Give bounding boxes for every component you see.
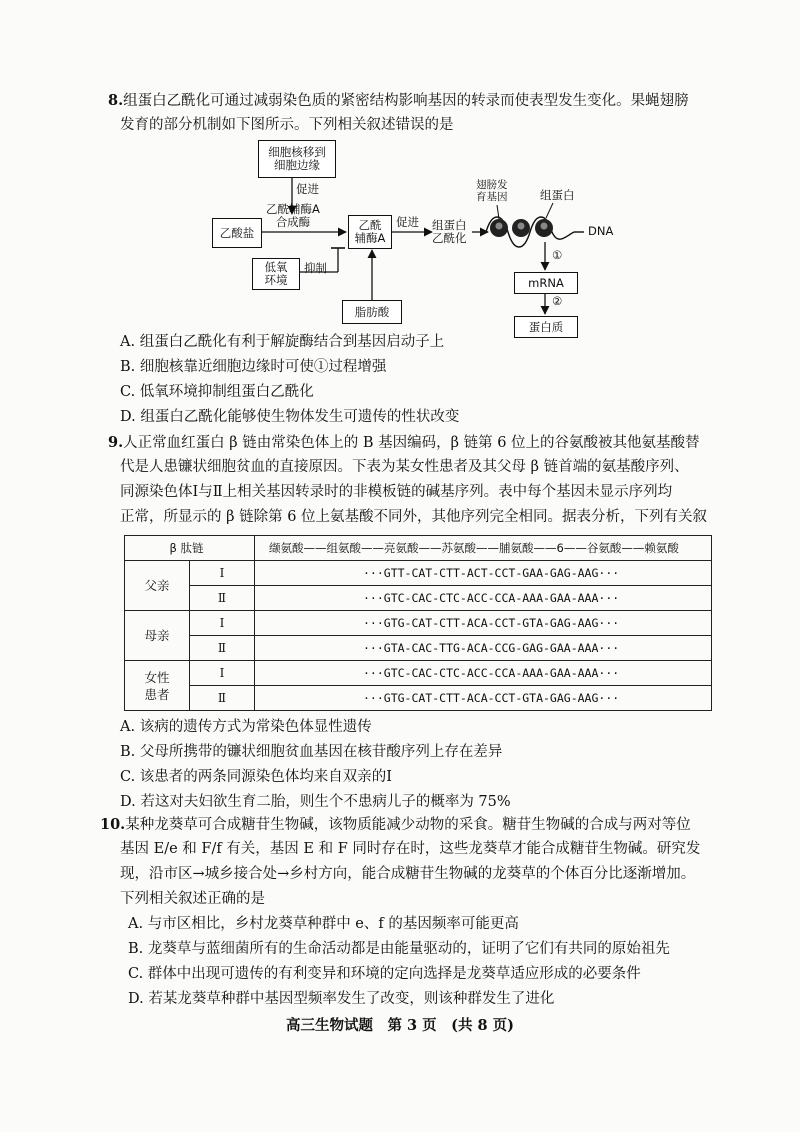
label-promote-1: 促进 bbox=[296, 182, 319, 196]
table-row bbox=[125, 611, 712, 636]
chrom-label: Ⅰ bbox=[190, 661, 255, 686]
table-row bbox=[125, 636, 712, 661]
q10-stem-line2: 基因 E/e 和 F/f 有关，基因 E 和 F 同时存在时，这些龙葵草才能合成糖苷生物碱。研究发 bbox=[120, 841, 701, 857]
chrom-label: Ⅱ bbox=[190, 686, 255, 711]
q9-option-c: C. 该患者的两条同源染色体均来自双亲的Ⅰ bbox=[120, 769, 393, 785]
pointer-histone bbox=[546, 203, 553, 218]
box-protein: 蛋白质 bbox=[514, 316, 578, 338]
q9-stem-line1 bbox=[108, 430, 700, 456]
sequence-cell: ···GTA-CAC-TTG-ACA-CCG-GAG-GAA-AAA··· bbox=[255, 636, 712, 661]
box-acetate: 乙酸盐 bbox=[212, 218, 262, 248]
chrom-label: Ⅱ bbox=[190, 636, 255, 661]
q8-option-d: D. 组蛋白乙酰化能够使生物体发生可遗传的性状改变 bbox=[120, 409, 460, 425]
box-acetylcoa: 乙酰 辅酶A bbox=[348, 215, 392, 249]
q10-stem-text1: 某种龙葵草可合成糖苷生物碱，该物质能减少动物的采食。糖苷生物碱的合成与两对等位 bbox=[125, 817, 691, 833]
box-hypoxia: 低氧 环境 bbox=[252, 258, 300, 290]
q9-option-b: B. 父母所携带的镰状细胞贫血基因在核苷酸序列上存在差异 bbox=[120, 744, 503, 760]
q8-option-b: B. 细胞核靠近细胞边缘时可使①过程增强 bbox=[120, 359, 387, 375]
label-acetyl-synthase: 乙酰辅酶A 合成酶 bbox=[266, 202, 320, 229]
box-fatty-acid: 脂肪酸 bbox=[342, 300, 402, 324]
q9-stem-text1: 人正常血红蛋白 β 链由常染色体上的 B 基因编码，β 链第 6 位上的谷氨酸被其他氨基酸替 bbox=[123, 435, 700, 451]
q9-option-d: D. 若这对夫妇欲生育二胎，则生个不患病儿子的概率为 75% bbox=[120, 794, 511, 810]
label-dna: DNA bbox=[588, 224, 614, 238]
sequence-cell: ···GTC-CAC-CTC-ACC-CCA-AAA-GAA-AAA··· bbox=[255, 586, 712, 611]
label-inhibit: 抑制 bbox=[304, 261, 327, 275]
table-row bbox=[125, 661, 712, 686]
page-footer: 高三生物试题 第 3 页 (共 8 页) bbox=[285, 1017, 515, 1034]
label-promote-2: 促进 bbox=[396, 215, 419, 229]
q10-option-d: D. 若某龙葵草种群中基因型频率发生了改变，则该种群发生了进化 bbox=[128, 991, 555, 1007]
q9-number: 9. bbox=[108, 434, 124, 451]
q8-number: 8. bbox=[108, 92, 124, 109]
q8-option-c: C. 低氧环境抑制组蛋白乙酰化 bbox=[120, 384, 314, 400]
q10-stem-line1 bbox=[100, 812, 691, 838]
chrom-label: Ⅱ bbox=[190, 586, 255, 611]
diagram-arrows bbox=[0, 0, 800, 340]
q10-option-a: A. 与市区相比，乡村龙葵草种群中 e、f 的基因频率可能更高 bbox=[128, 916, 519, 932]
table-row bbox=[125, 586, 712, 611]
q9-stem-line4: 正常，所显示的 β 链除第 6 位上氨基酸不同外，其他序列完全相同。据表分析，下列有关叙 bbox=[120, 509, 708, 525]
q10-option-c: C. 群体中出现可遗传的有利变异和环境的定向选择是龙葵草适应形成的必要条件 bbox=[128, 966, 641, 982]
person-father: 父亲 bbox=[125, 561, 190, 611]
sequence-cell: ···GTG-CAT-CTT-ACA-CCT-GTA-GAG-AAG··· bbox=[255, 686, 712, 711]
q9-gene-table bbox=[124, 535, 712, 711]
person-mother: 母亲 bbox=[125, 611, 190, 661]
label-histone: 组蛋白 bbox=[540, 188, 575, 202]
table-row bbox=[125, 561, 712, 586]
chrom-label: Ⅰ bbox=[190, 561, 255, 586]
label-wing-gene: 翅膀发 育基因 bbox=[476, 179, 508, 203]
header-amino-seq: 缬氨酸——组氨酸——亮氨酸——苏氨酸——脯氨酸——6——谷氨酸——赖氨酸 bbox=[255, 536, 712, 561]
q10-stem-line4: 下列相关叙述正确的是 bbox=[120, 891, 265, 907]
sequence-cell: ···GTC-CAC-CTC-ACC-CCA-AAA-GAA-AAA··· bbox=[255, 661, 712, 686]
q10-stem-line3: 现，沿市区→城乡接合处→乡村方向，能合成糖苷生物碱的龙葵草的个体百分比逐渐增加。 bbox=[120, 866, 696, 882]
label-step2: ② bbox=[552, 294, 563, 308]
person-patient: 女性 患者 bbox=[125, 661, 190, 711]
label-histone-acetylation: 组蛋白 乙酰化 bbox=[432, 218, 467, 245]
q10-option-b: B. 龙葵草与蓝细菌所有的生命活动都是由能量驱动的，证明了它们有共同的原始祖先 bbox=[128, 941, 670, 957]
table-row bbox=[125, 686, 712, 711]
q8-option-a: A. 组蛋白乙酰化有利于解旋酶结合到基因启动子上 bbox=[120, 334, 445, 350]
table-header-row bbox=[125, 536, 712, 561]
sequence-cell: ···GTG-CAT-CTT-ACA-CCT-GTA-GAG-AAG··· bbox=[255, 611, 712, 636]
q10-number: 10. bbox=[100, 816, 126, 833]
q8-stem-text1: 组蛋白乙酰化可通过减弱染色质的紧密结构影响基因的转录而使表型发生变化。果蝇翅膀 bbox=[123, 93, 689, 109]
q9-stem-line2: 代是人患镰状细胞贫血的直接原因。下表为某女性患者及其父母 β 链首端的氨基酸序列、 bbox=[120, 459, 689, 475]
q9-option-a: A. 该病的遗传方式为常染色体显性遗传 bbox=[120, 719, 372, 735]
box-mrna: mRNA bbox=[514, 272, 578, 294]
q8-stem-line2: 发育的部分机制如下图所示。下列相关叙述错误的是 bbox=[120, 117, 454, 133]
box-nucleus-edge: 细胞核移到 细胞边缘 bbox=[258, 140, 336, 178]
header-beta-chain: β 肽链 bbox=[125, 536, 255, 561]
q9-stem-line3: 同源染色体Ⅰ与Ⅱ上相关基因转录时的非模板链的碱基序列。表中每个基因未显示序列均 bbox=[120, 484, 673, 500]
label-step1: ① bbox=[552, 248, 563, 262]
sequence-cell: ···GTT-CAT-CTT-ACT-CCT-GAA-GAG-AAG··· bbox=[255, 561, 712, 586]
chrom-label: Ⅰ bbox=[190, 611, 255, 636]
